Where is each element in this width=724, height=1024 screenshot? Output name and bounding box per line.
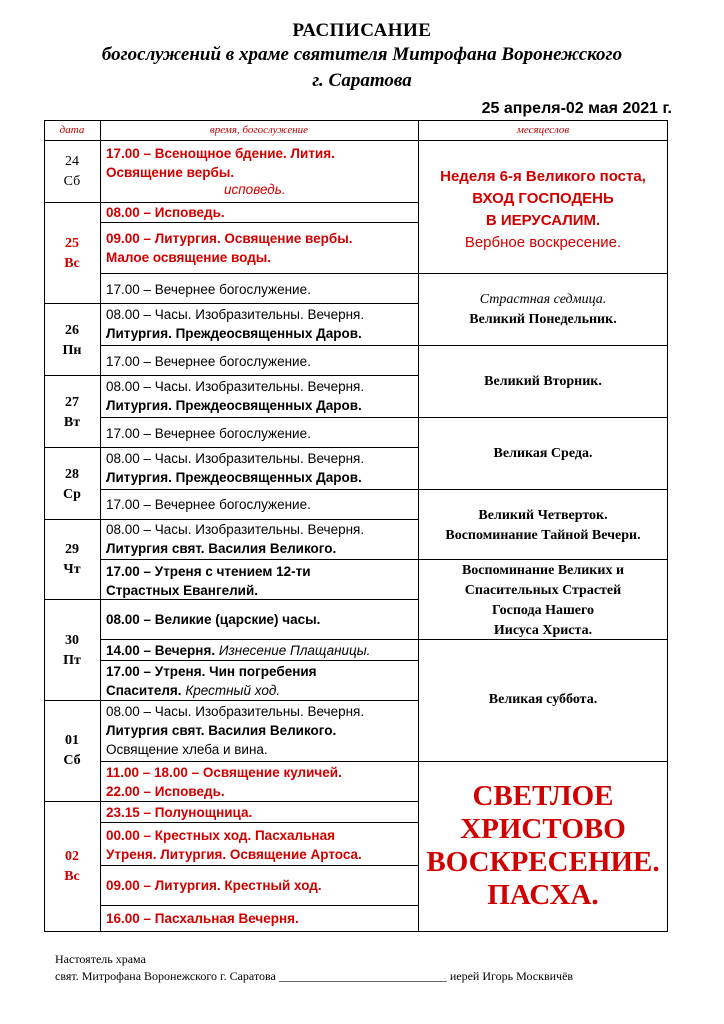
service-02c xyxy=(100,876,418,895)
calendar-line: Иисуса Христа. xyxy=(493,623,593,638)
service-line: 08.00 – Часы. Изобразительны. Вечерня. xyxy=(106,451,365,466)
day-30 xyxy=(44,631,100,671)
service-line: 17.00 – Вечернее богослужение. xyxy=(106,354,311,369)
service-25a xyxy=(100,203,418,222)
service-line: Литургия свят. Василия Великого. xyxy=(106,541,337,556)
calendar-line: Вербное воскресение. xyxy=(464,234,622,251)
service-01b xyxy=(100,763,418,801)
calendar-line: Спасительных Страстей xyxy=(464,583,622,598)
day-27 xyxy=(44,393,100,433)
day-number: 02 xyxy=(65,849,79,864)
service-line: 17.00 – Всенощное бдение. Лития. xyxy=(106,146,335,161)
service-line: Литургия свят. Василия Великого. xyxy=(106,723,337,738)
service-line: Освящение вербы. xyxy=(106,165,235,180)
service-28a xyxy=(100,449,418,487)
service-note: Изнесение Плащаницы. xyxy=(218,643,371,658)
service-line: Литургия. Преждеосвященных Даров. xyxy=(106,470,362,485)
day-weekday: Чт xyxy=(63,562,81,577)
service-line: 14.00 – Вечерня. xyxy=(106,643,216,658)
calendar-line: ХРИСТОВО xyxy=(460,813,626,845)
service-29a xyxy=(100,520,418,558)
signature-blank: ____________________________ xyxy=(278,969,447,983)
day-01 xyxy=(44,731,100,771)
service-line: 23.15 – Полунощница. xyxy=(106,805,253,820)
service-line: 08.00 – Великие (царские) часы. xyxy=(106,612,321,627)
service-line: 17.00 – Утреня с чтением 12-ти xyxy=(106,564,311,579)
service-26b xyxy=(100,352,418,371)
service-line: 17.00 – Вечернее богослужение. xyxy=(106,497,311,512)
day-25 xyxy=(44,234,100,274)
service-line: Литургия. Преждеосвященных Даров. xyxy=(106,398,362,413)
day-weekday: Сб xyxy=(63,753,81,768)
calendar-line: Господа Нашего xyxy=(491,603,595,618)
service-line: Малое освящение воды. xyxy=(106,250,272,265)
day-number: 27 xyxy=(65,395,79,410)
col-header-time: время, богослужение xyxy=(209,124,309,136)
day-weekday: Вт xyxy=(63,415,81,430)
footer-priest: иерей Игорь Москвичёв xyxy=(449,969,574,983)
calendar-line: ВХОД ГОСПОДЕНЬ xyxy=(472,190,614,207)
service-line: 00.00 – Крестных ход. Пасхальная xyxy=(106,828,335,843)
service-30a xyxy=(100,610,418,629)
calendar-passion xyxy=(418,561,668,641)
calendar-wednesday: Великая Среда. xyxy=(493,446,593,461)
service-note: Крестный ход. xyxy=(185,683,281,698)
calendar-line: ПАСХА. xyxy=(487,879,599,911)
service-line: 09.00 – Литургия. Крестный ход. xyxy=(106,878,322,893)
service-line: Страстных Евангелий. xyxy=(106,583,259,598)
calendar-line: Страстная седмица. xyxy=(479,292,607,307)
service-line: Утреня. Литургия. Освящение Артоса. xyxy=(106,847,362,862)
subtitle-church: богослужений в храме святителя Митрофана Воронежского xyxy=(101,44,623,65)
day-weekday: Пт xyxy=(63,653,81,668)
day-number: 01 xyxy=(65,733,79,748)
service-line: 08.00 – Часы. Изобразительны. Вечерня. xyxy=(106,704,365,719)
service-25c xyxy=(100,280,418,299)
calendar-line: ВОСКРЕСЕНИЕ. xyxy=(426,846,660,878)
day-weekday: Вс xyxy=(64,869,80,884)
service-27b xyxy=(100,424,418,443)
day-number: 30 xyxy=(65,633,79,648)
footer-signature-line xyxy=(55,969,573,984)
calendar-line: Воспоминание Великих и xyxy=(461,563,625,578)
service-line: 08.00 – Часы. Изобразительны. Вечерня. xyxy=(106,379,365,394)
footer-rector: Настоятель храма xyxy=(55,952,146,966)
calendar-line: Великий Четверток. xyxy=(478,508,608,523)
col-header-date: дата xyxy=(59,124,85,136)
service-line: 17.00 – Утреня. Чин погребения xyxy=(106,664,317,679)
day-weekday: Ср xyxy=(63,487,81,502)
day-number: 28 xyxy=(65,467,79,482)
day-weekday: Сб xyxy=(63,174,81,189)
day-24 xyxy=(44,152,100,192)
calendar-line: В ИЕРУСАЛИМ. xyxy=(485,212,601,229)
page-title: РАСПИСАНИЕ xyxy=(292,20,432,41)
day-26 xyxy=(44,321,100,361)
day-weekday: Вс xyxy=(64,256,80,271)
service-line: 17.00 – Вечернее богослужение. xyxy=(106,426,311,441)
service-25b xyxy=(100,229,418,267)
calendar-monday xyxy=(418,290,668,330)
calendar-line: Неделя 6-я Великого поста, xyxy=(440,168,646,185)
service-line: Спасителя. xyxy=(106,683,182,698)
service-01a xyxy=(100,702,418,759)
service-27a xyxy=(100,377,418,415)
service-line: 09.00 – Литургия. Освящение вербы. xyxy=(106,231,353,246)
day-number: 24 xyxy=(65,154,79,169)
calendar-saturday: Великая суббота. xyxy=(488,692,598,707)
subtitle-city: г. Саратова xyxy=(312,70,412,91)
service-02d xyxy=(100,909,418,928)
day-28 xyxy=(44,465,100,505)
calendar-thursday xyxy=(418,506,668,546)
service-30c xyxy=(100,662,418,700)
day-number: 25 xyxy=(65,236,79,251)
service-line: Освящение хлеба и вина. xyxy=(106,742,268,757)
calendar-line: Великий Понедельник. xyxy=(469,312,617,327)
service-line: 16.00 – Пасхальная Вечерня. xyxy=(106,911,299,926)
calendar-line: Воспоминание Тайной Вечери. xyxy=(445,528,641,543)
day-weekday: Пн xyxy=(62,343,82,358)
service-02b xyxy=(100,826,418,864)
calendar-easter xyxy=(418,780,668,912)
footer-church: свят. Митрофана Воронежского г. Саратова xyxy=(55,969,276,983)
service-note: исповедь. xyxy=(224,182,286,197)
service-line: 17.00 – Вечернее богослужение. xyxy=(106,282,311,297)
service-line: 22.00 – Исповедь. xyxy=(106,784,225,799)
service-28b xyxy=(100,495,418,514)
calendar-tuesday: Великий Вторник. xyxy=(484,374,602,389)
day-number: 26 xyxy=(65,323,79,338)
day-29 xyxy=(44,540,100,580)
service-24 xyxy=(100,144,418,198)
calendar-palm-sunday xyxy=(418,166,668,254)
col-header-calendar: месяцеслов xyxy=(516,124,570,136)
service-29b xyxy=(100,562,418,600)
service-line: 08.00 – Часы. Изобразительны. Вечерня. xyxy=(106,307,365,322)
day-number: 29 xyxy=(65,542,79,557)
date-range: 25 апреля-02 мая 2021 г. xyxy=(481,100,672,117)
service-30b xyxy=(100,641,418,660)
service-26a xyxy=(100,305,418,343)
day-02 xyxy=(44,847,100,887)
service-line: Литургия. Преждеосвященных Даров. xyxy=(106,326,362,341)
service-line: 08.00 – Часы. Изобразительны. Вечерня. xyxy=(106,522,365,537)
service-line: 08.00 – Исповедь. xyxy=(106,205,225,220)
service-02a xyxy=(100,803,418,822)
calendar-line: СВЕТЛОЕ xyxy=(472,780,614,812)
service-line: 11.00 – 18.00 – Освящение куличей. xyxy=(106,765,342,780)
